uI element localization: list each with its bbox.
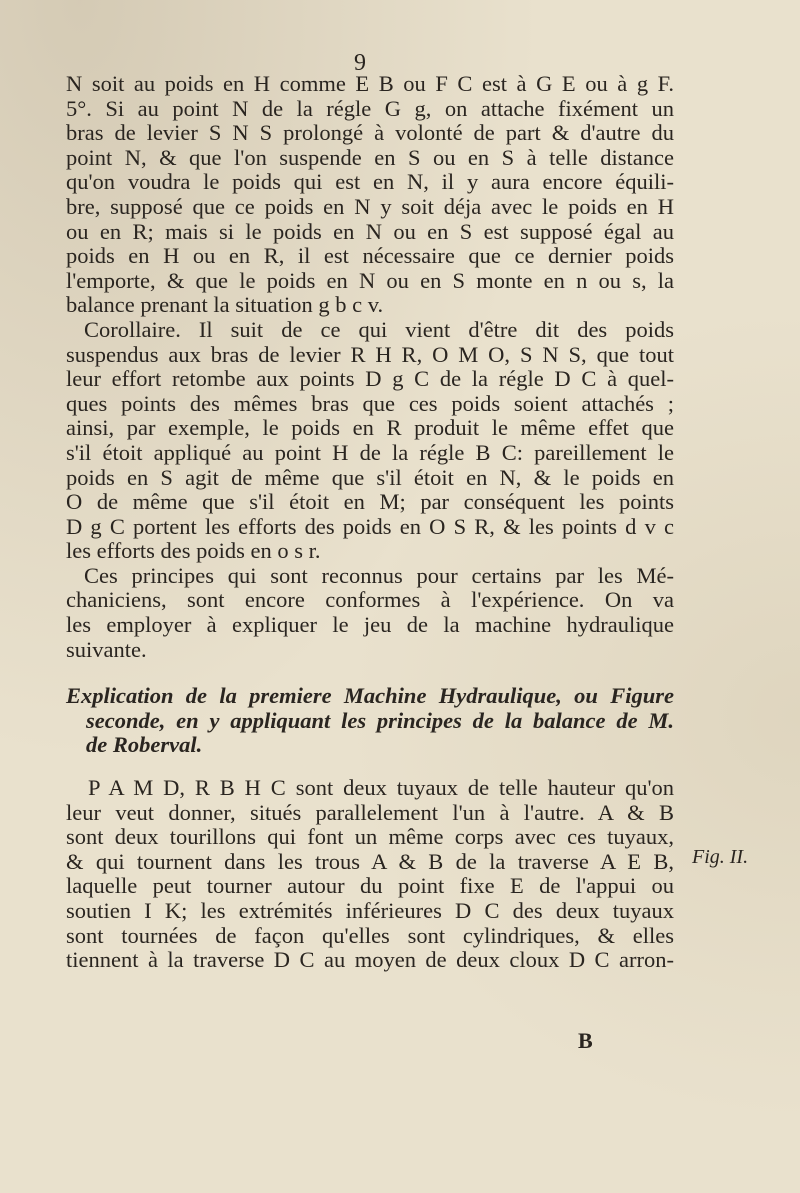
text-line: qu'on voudra le poids qui est en N, il y aura encore équili-	[66, 169, 674, 195]
text-line: leur effort retombe aux points D g C de la régle D C à quel-	[66, 366, 674, 392]
spacer	[66, 758, 674, 776]
text-line: laquelle peut tourner autour du point fixe E de l'appui ou	[66, 873, 674, 899]
text-line: les efforts des poids en o s r.	[66, 538, 321, 564]
text-line: soutien I K; les extrémités inférieures D C des deux tuyaux	[66, 898, 674, 923]
text-line: bre, supposé que ce poids en N y soit déja avec le poids en H	[66, 193, 674, 219]
text-line: balance prenant la situation g b c v.	[66, 292, 384, 318]
page-number: 9	[354, 50, 366, 76]
text-line: leur veut donner, situés parallelement l'un à l'autre. A & B	[66, 799, 674, 825]
catchword: B	[578, 1028, 593, 1053]
spacer	[66, 662, 674, 684]
text-line: bras de levier S N S prolongé à volonté de part & d'autre du	[66, 120, 674, 146]
text-line: chaniciens, sont encore conformes à l'expérience. On va	[66, 587, 674, 613]
text-line: suivante.	[66, 636, 147, 662]
text-line: les employer à expliquer le jeu de la machine hydraulique	[66, 612, 674, 638]
text-line: l'emporte, & que le poids en N ou en S monte en n ou s, la	[66, 267, 674, 293]
text-line: point N, & que l'on suspende en S ou en S à telle distance	[66, 144, 674, 170]
text-line: D g C portent les efforts des poids en O S R, & les points d v c	[66, 513, 674, 539]
section-heading: de Roberval.	[86, 732, 203, 758]
text-line: sont deux tourillons qui font un même corps avec ces tuyaux,	[66, 824, 674, 850]
text-line: poids en S agit de même que s'il étoit en N, & le poids en	[66, 464, 674, 490]
text-line: sont tournées de façon qu'elles sont cylindriques, & elles	[66, 922, 674, 948]
body-text	[66, 72, 674, 973]
section-heading: Explication de la premiere Machine Hydraulique, ou Figure	[66, 683, 674, 709]
text-line: ques points des mêmes bras que ces poids soient attachés ;	[66, 390, 674, 416]
text-line: tiennent à la traverse D C au moyen de deux cloux D C arron-	[66, 947, 674, 973]
text-line: Corollaire. Il suit de ce qui vient d'être dit des poids	[84, 316, 674, 342]
text-line: P A M D, R B H C sont deux tuyaux de telle hauteur qu'on	[88, 775, 674, 801]
text-line: ou en R; mais si le poids en N ou en S est supposé égal au	[66, 218, 674, 244]
text-line: N soit au poids en H comme E B ou F C est à G E ou à g F.	[66, 71, 674, 96]
text-line: & qui tournent dans les trous A & B de la traverse A E B,	[66, 848, 674, 874]
text-line: poids en H ou en R, il est nécessaire que ce dernier poids	[66, 243, 674, 269]
section-heading: seconde, en y appliquant les principes de la balance de M.	[86, 707, 674, 733]
text-line: suspendus aux bras de levier R H R, O M O, S N S, que tout	[66, 341, 674, 367]
text-line: O de même que s'il étoit en M; par conséquent les points	[66, 489, 674, 515]
text-line: ainsi, par exemple, le poids en R produit le même effet que	[66, 415, 674, 441]
text-line: Ces principes qui sont reconnus pour certains par les Mé-	[84, 562, 674, 588]
figure-reference: Fig. II.	[692, 846, 749, 868]
text-line: 5°. Si au point N de la régle G g, on attache fixément un	[66, 95, 674, 121]
text-line: s'il étoit appliqué au point H de la régle B C: pareillement le	[66, 439, 674, 465]
